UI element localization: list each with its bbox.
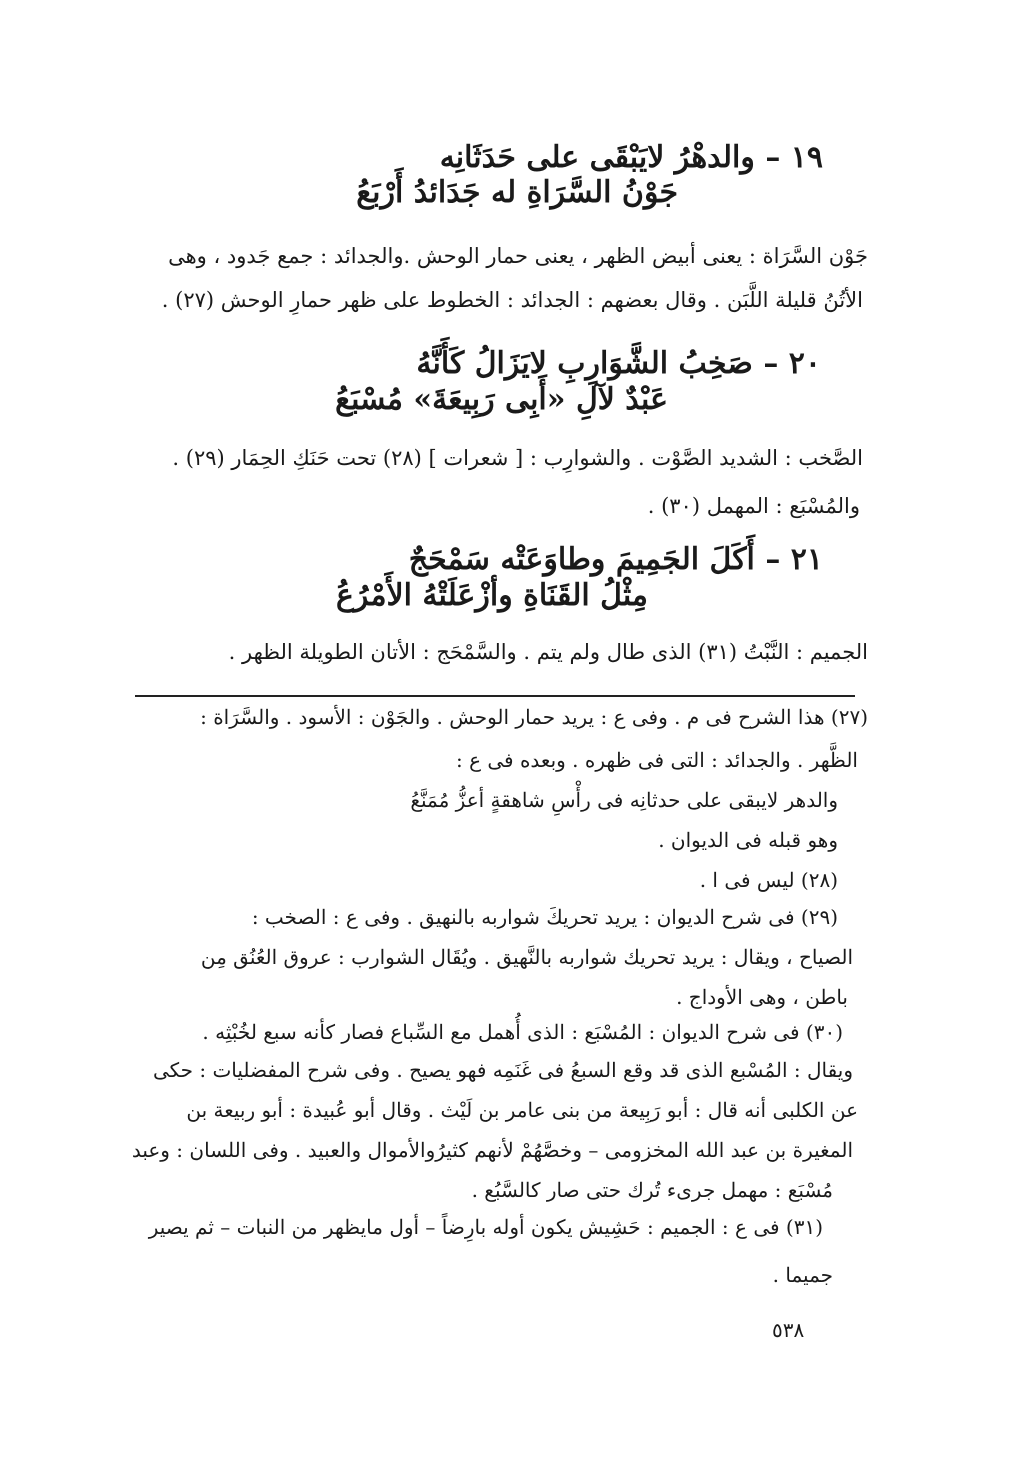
- commentary-line: الجميم : النَّبْتُ (٣١) الذى طال ولم يتم . والسَّمْحَج : الأتان الطويلة الظهر .: [228, 640, 868, 664]
- footnote-27-verse: والدهر لايبقى على حدثانِه فى رأْسِ شاهقةٍ أعزُّ مُمَنَّعُ: [410, 788, 838, 812]
- footnote-31-line: جميما .: [772, 1263, 833, 1287]
- footnote-separator: [135, 695, 855, 697]
- footnote-30-line: ويقال : المُسْبع الذى قد وقع السبعُ فى غَنَمِه فهو يصيح . وفى شرح المفضليات : حكى: [152, 1058, 853, 1082]
- page-number: ٥٣٨: [772, 1318, 805, 1342]
- footnote-27-line: (٢٧) هذا الشرح فى م . وفى ع : يريد حمار الوحش . والجَوْن : الأسود . والسَّرَاة :: [200, 705, 868, 729]
- commentary-line: الصَّخب : الشديد الصَّوْت . والشوارِب : [ شعرات ] (٢٨) تحت حَنَكِ الحِمَار (٢٩) .: [172, 446, 863, 470]
- commentary-line: والمُسْبَع : المهمل (٣٠) .: [647, 494, 860, 518]
- verse-hemistich-1: صَخِبُ الشَّوَارِبِ لايَزَالُ كَأَنَّهُ: [416, 346, 753, 381]
- verse-20-line1: [416, 346, 821, 381]
- verse-number: ٢٠ –: [763, 346, 821, 381]
- footnote-28: (٢٨) ليس فى ا .: [699, 868, 838, 892]
- footnote-30-line: عن الكلبى أنه قال : أبو رَبِيعة من بنى عامر بن لَيْث . وقال أبو عُبيدة : أبو ربيعة بن: [186, 1098, 858, 1122]
- footnote-31-line: (٣١) فى ع : الجميم : حَشِيش يكون أوله بارِضاً – أول مايظهر من النبات – ثم يصير: [148, 1215, 823, 1239]
- verse-hemistich-1: والدهْرُ لايَبْقَى على حَدَثَانِه: [439, 140, 755, 175]
- footnote-29-line: باطن ، وهى الأوداج .: [676, 985, 848, 1009]
- footnote-30-line: مُسْبَع : مهمل جرىء تُرك حتى صار كالسَّبُع .: [471, 1178, 833, 1202]
- verse-number: ٢١ –: [765, 542, 823, 577]
- footnote-27-line: الظَّهر . والجدائد : التى فى ظهره . وبعده فى ع :: [455, 748, 858, 772]
- verse-19-line1: [440, 140, 823, 175]
- verse-21-line1: [409, 542, 823, 577]
- footnote-27-line: وهو قبله فى الديوان .: [658, 828, 838, 852]
- commentary-line: جَوْن السَّرَاة : يعنى أبيض الظهر ، يعنى حمار الوحش .والجدائد : جمع جَدود ، وهى: [168, 244, 868, 268]
- commentary-line: الأتُنُ قليلة اللَّبَن . وقال بعضهم : الجدائد : الخطوط على ظهر حمارِ الوحش (٢٧) .: [161, 288, 863, 312]
- verse-20-line2: عَبْدٌ لآلِ «أَبِى رَبِيعَةَ» مُسْبَعُ: [335, 382, 668, 417]
- footnote-30-line: المغيرة بن عبد الله المخزومى – وخصَّهُمْ لأنهم كثيرُوالأموال والعبيد . وفى اللسان : وعبد: [131, 1138, 853, 1162]
- footnote-30-line: (٣٠) فى شرح الديوان : المُسْبَع : الذى أُهمل مع السِّباع فصار كأنه سبع لخُبْثِه .: [202, 1020, 843, 1044]
- verse-hemistich-1: أَكَلَ الجَمِيمَ وطاوَعَتْه سَمْحَجٌ: [408, 542, 755, 577]
- verse-number: ١٩ –: [765, 140, 823, 175]
- verse-19-line2: جَوْنُ السَّرَاةِ له جَدَائدُ أَرْبَعُ: [356, 175, 678, 210]
- footnote-29-line: (٢٩) فى شرح الديوان : يريد تحريكَ شواربه بالنهيق . وفى ع : الصخب :: [251, 905, 838, 929]
- verse-21-line2: مِثْلُ القَنَاةِ وأزْعَلَتْهُ الأَمْرُعُ: [336, 578, 648, 613]
- footnote-29-line: الصياح ، ويقال : يريد تحريك شواربه بالنَّهيق . ويُقَال الشوارب : عروق العُنُق مِن: [200, 945, 853, 969]
